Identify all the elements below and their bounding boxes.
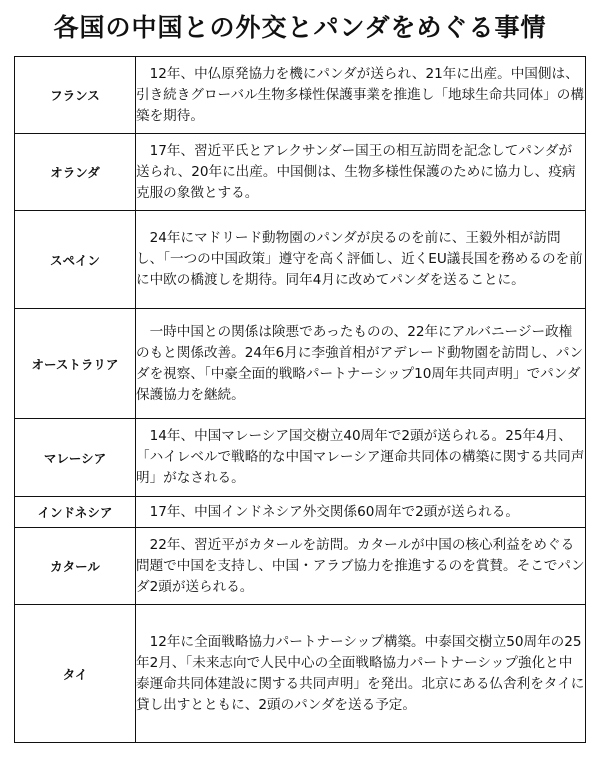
country-detail: 24年にマドリード動物園のパンダが戻るのを前に、王毅外相が訪問し、「一つの中国政策」遵守を高く評価し、近くEU議長国を務めるのを前に中欧の橋渡しを期待。同年4月に改めてパンダを送ることに。 — [136, 211, 586, 309]
country-name: マレーシア — [15, 419, 136, 497]
country-detail: 一時中国との関係は険悪であったものの、22年にアルバニージー政権のもと関係改善。24年6月に李強首相がアデレード動物園を訪問し、パンダを視察、「中豪全面的戦略パートナーシップ10周年共同声明」でパンダ保護協力を継続。 — [136, 309, 586, 419]
table-row — [15, 419, 586, 497]
table-row — [15, 528, 586, 605]
country-detail: 12年、中仏原発協力を機にパンダが送られ、21年に出産。中国側は、引き続きグローバル生物多様性保護事業を推進し「地球生命共同体」の構築を期待。 — [136, 57, 586, 134]
table-row — [15, 57, 586, 134]
country-detail: 17年、習近平氏とアレクサンダー国王の相互訪問を記念してパンダが送られ、20年に出産。中国側は、生物多様性保護のために協力し、疫病克服の象徴とする。 — [136, 134, 586, 211]
country-detail: 17年、中国インドネシア外交関係60周年で2頭が送られる。 — [136, 497, 586, 528]
table-row — [15, 211, 586, 309]
country-name: タイ — [15, 605, 136, 743]
country-name: スペイン — [15, 211, 136, 309]
table-row — [15, 134, 586, 211]
country-name: カタール — [15, 528, 136, 605]
country-detail: 12年に全面戦略協力パートナーシップ構築。中泰国交樹立50周年の25年2月、「未来志向で人民中心の全面戦略協力パートナーシップ強化と中泰運命共同体建設に関する共同声明」を発出。北京にある仏舎利をタイに貸し出すとともに、2頭のパンダを送る予定。 — [136, 605, 586, 743]
table-row — [15, 605, 586, 743]
page-title: 各国の中国との外交とパンダをめぐる事情 — [53, 13, 547, 42]
country-name: フランス — [15, 57, 136, 134]
country-name: オーストラリア — [15, 309, 136, 419]
country-detail: 14年、中国マレーシア国交樹立40周年で2頭が送られる。25年4月、「ハイレベルで戦略的な中国マレーシア運命共同体の構築に関する共同声明」がなされる。 — [136, 419, 586, 497]
country-name: インドネシア — [15, 497, 136, 528]
table-row — [15, 497, 586, 528]
country-detail: 22年、習近平がカタールを訪問。カタールが中国の核心利益をめぐる問題で中国を支持し、中国・アラブ協力を推進するのを賞賛。そこでパンダ2頭が送られる。 — [136, 528, 586, 605]
table-row — [15, 309, 586, 419]
country-table — [14, 56, 586, 743]
country-name: オランダ — [15, 134, 136, 211]
